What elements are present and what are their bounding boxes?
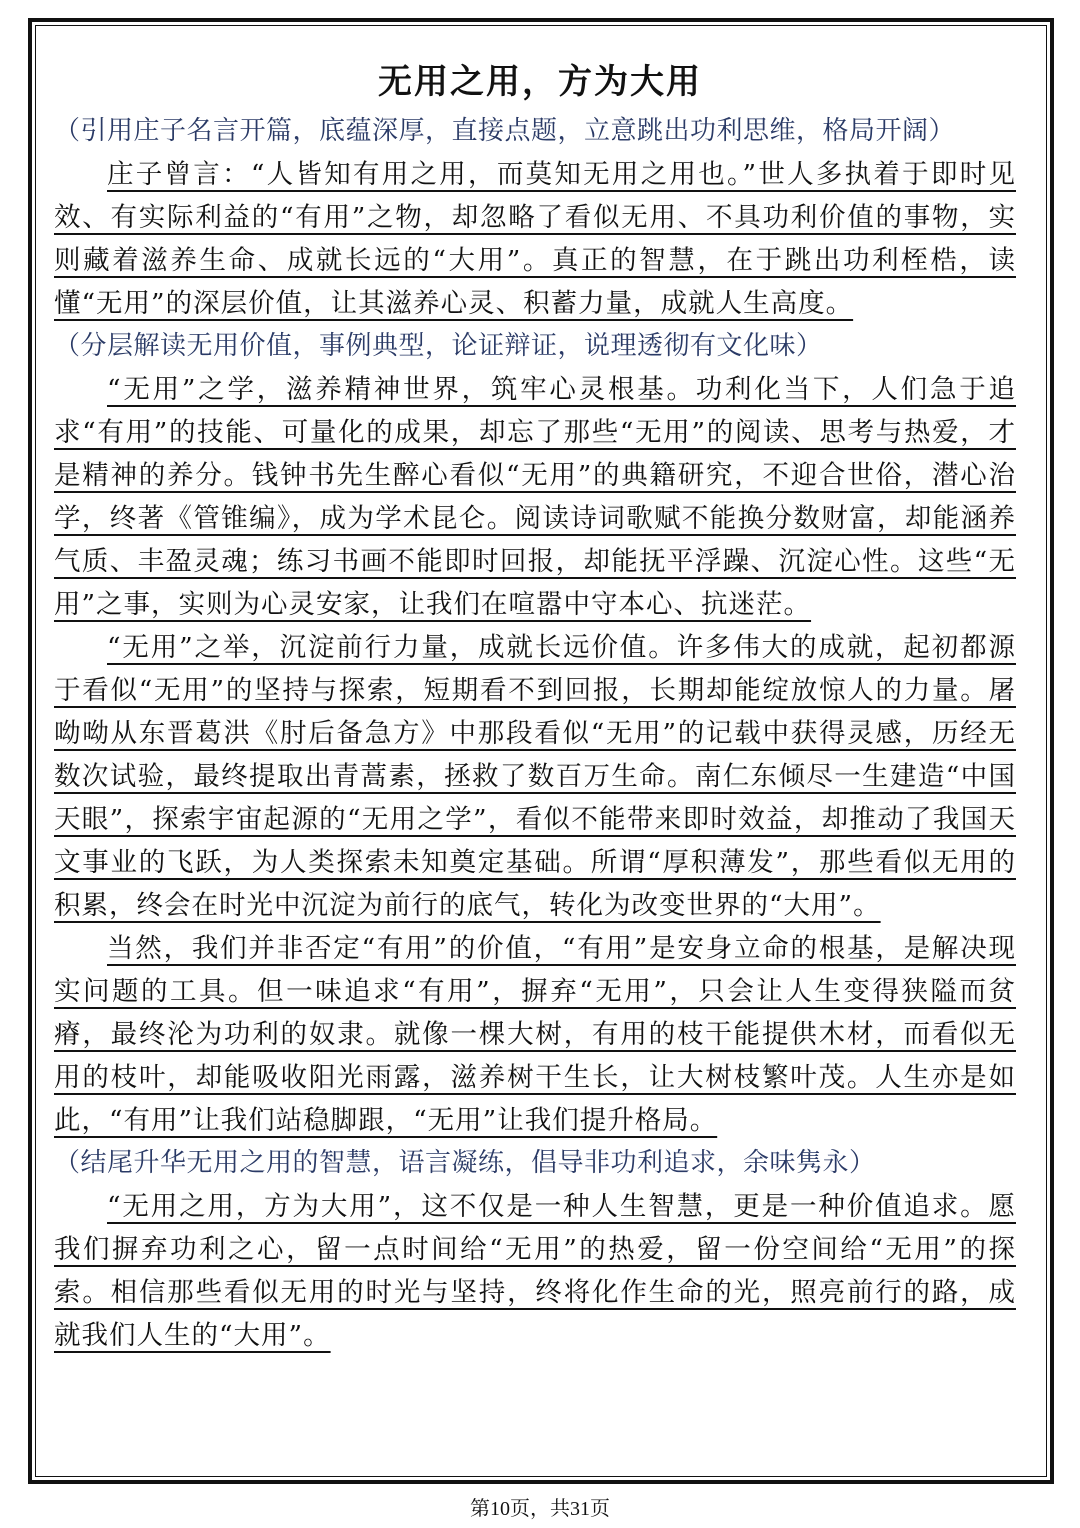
comment-note-intro: （引用庄子名言开篇，底蕴深厚，直接点题，立意跳出功利思维，格局开阔） (54, 116, 956, 146)
paragraph-intro: 庄子曾言：“人皆知有用之用，而莫知无用之用也。”世人多执着于即时见效、有实际利益的“有用”之物，却忽略了看似无用、不具功利价值的事物，实则藏着滋养生命、成就长远的“大用”。真正的智慧，在于跳出功利桎梏，读懂“无用”的深层价值，让其滋养心灵、积蓄力量，成就人生高度。 (54, 159, 1016, 319)
paragraph-conclusion: “无用之用，方为大用”，这不仅是一种人生智慧，更是一种价值追求。愿我们摒弃功利之心，留一点时间给“无用”的热爱，留一份空间给“无用”的探索。相信那些看似无用的时光与坚持，终将化作生命的光，照亮前行的路，成就我们人生的“大用”。 (54, 1191, 1016, 1351)
comment-note-body: （分层解读无用价值，事例典型，论证辩证，说理透彻有文化味） (54, 331, 823, 361)
comment-note-conclusion: （结尾升华无用之用的智慧，语言凝练，倡导非功利追求，余味隽永） (54, 1148, 876, 1178)
essay-title: 无用之用，方为大用 (378, 62, 702, 102)
essay-body (54, 110, 1016, 1357)
paragraph-body-2: “无用”之举，沉淀前行力量，成就长远价值。许多伟大的成就，起初都源于看似“无用”的坚持与探索，短期看不到回报，长期却能绽放惊人的力量。屠呦呦从东晋葛洪《肘后备急方》中那段看似“无用”的记载中获得灵感，历经无数次试验，最终提取出青蒿素，拯救了数百万生命。南仁东倾尽一生建造“中国天眼”，探索宇宙起源的“无用之学”，看似不能带来即时效益，却推动了我国天文事业的飞跃，为人类探索未知奠定基础。所谓“厚积薄发”，那些看似无用的积累，终会在时光中沉淀为前行的底气，转化为改变世界的“大用”。 (54, 632, 1016, 921)
page-number: 第10页，共31页 (470, 1498, 610, 1520)
paragraph-body-3: 当然，我们并非否定“有用”的价值，“有用”是安身立命的根基，是解决现实问题的工具。但一味追求“有用”，摒弃“无用”，只会让人生变得狭隘而贫瘠，最终沦为功利的奴隶。就像一棵大树，有用的枝干能提供木材，而看似无用的枝叶，却能吸收阳光雨露，滋养树干生长，让大树枝繁叶茂。人生亦是如此，“有用”让我们站稳脚跟，“无用”让我们提升格局。 (54, 933, 1016, 1136)
paragraph-body-1: “无用”之学，滋养精神世界，筑牢心灵根基。功利化当下，人们急于追求“有用”的技能、可量化的成果，却忘了那些“无用”的阅读、思考与热爱，才是精神的养分。钱钟书先生醉心看似“无用”的典籍研究，不迎合世俗，潜心治学，终著《管锥编》，成为学术昆仑。阅读诗词歌赋不能换分数财富，却能涵养气质、丰盈灵魂；练习书画不能即时回报，却能抚平浮躁、沉淀心性。这些“无用”之事，实则为心灵安家，让我们在喧嚣中守本心、抗迷茫。 (54, 374, 1016, 620)
